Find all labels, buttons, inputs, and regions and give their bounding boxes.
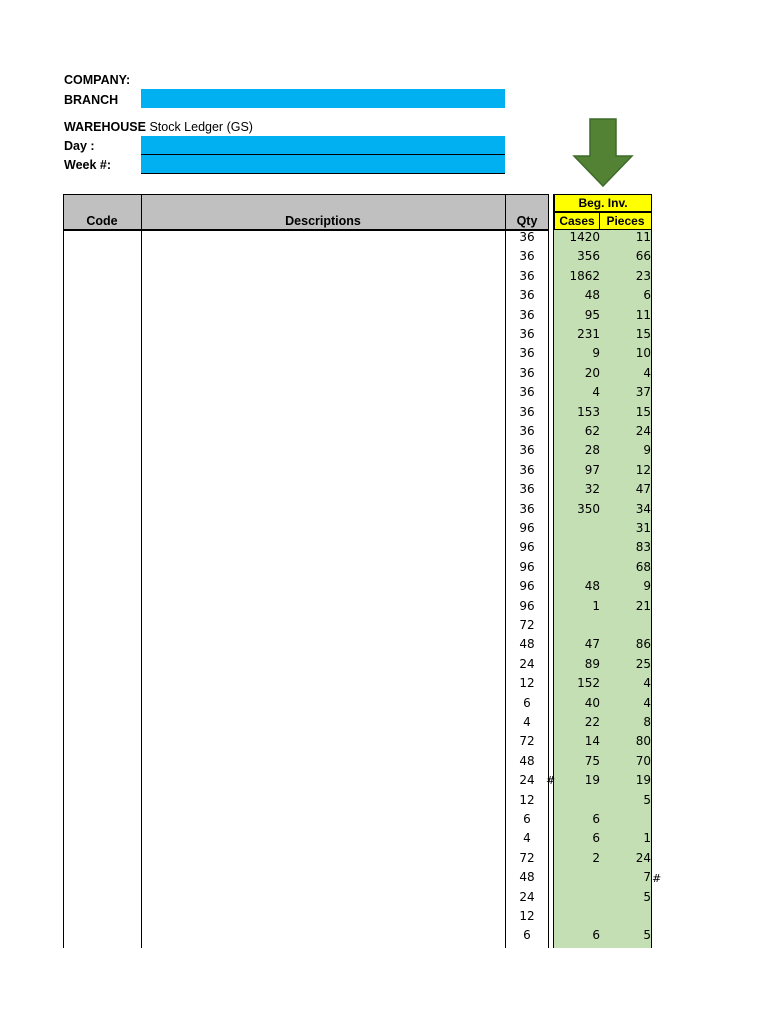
- cases-cell[interactable]: 89: [584, 656, 600, 671]
- cases-cell[interactable]: 40: [584, 695, 600, 710]
- table-row: [0, 676, 768, 695]
- pieces-cell[interactable]: 4: [643, 695, 651, 710]
- cases-cell[interactable]: 6: [592, 812, 600, 826]
- cases-cell[interactable]: 6: [592, 928, 600, 943]
- qty-cell[interactable]: 12: [519, 676, 535, 691]
- pieces-cell[interactable]: 6: [643, 288, 651, 303]
- overflow-mark: #: [652, 872, 662, 885]
- pieces-cell[interactable]: 47: [635, 482, 651, 497]
- pieces-cell[interactable]: 68: [635, 559, 651, 574]
- cases-cell[interactable]: 62: [584, 424, 600, 438]
- cases-cell[interactable]: 350: [577, 501, 600, 516]
- pieces-cell[interactable]: 15: [635, 404, 651, 419]
- table-row: [0, 909, 768, 928]
- cases-cell[interactable]: 9: [592, 346, 600, 361]
- table-row: [0, 715, 768, 734]
- table-row: [0, 890, 768, 909]
- table-row: [0, 540, 768, 559]
- pieces-cell[interactable]: 12: [635, 462, 651, 477]
- branch-field[interactable]: [141, 89, 505, 108]
- cases-cell[interactable]: 22: [584, 715, 600, 729]
- table-row: [0, 696, 768, 715]
- pieces-cell[interactable]: 10: [635, 346, 651, 361]
- qty-cell[interactable]: 4: [523, 831, 531, 846]
- pieces-cell[interactable]: 4: [643, 365, 651, 380]
- qty-cell[interactable]: 24: [519, 656, 535, 671]
- pieces-cell[interactable]: 11: [635, 307, 651, 322]
- table-row: [0, 443, 768, 462]
- table-row: [0, 385, 768, 404]
- cases-cell[interactable]: 28: [584, 443, 600, 458]
- table-row: [0, 249, 768, 268]
- cases-cell[interactable]: 356: [577, 249, 600, 264]
- pieces-cell[interactable]: 5: [643, 928, 651, 943]
- qty-cell[interactable]: 36: [519, 462, 535, 477]
- qty-cell[interactable]: 72: [519, 618, 535, 632]
- pieces-cell[interactable]: 34: [635, 501, 651, 516]
- table-row: [0, 812, 768, 831]
- table-row: [0, 851, 768, 870]
- qty-cell[interactable]: 4: [523, 715, 531, 729]
- cases-cell[interactable]: 1420: [569, 230, 600, 244]
- qty-cell[interactable]: 6: [523, 928, 531, 943]
- pieces-cell[interactable]: 11: [635, 230, 651, 244]
- cases-cell[interactable]: 20: [584, 365, 600, 380]
- cases-cell[interactable]: 2: [592, 850, 600, 865]
- table-row: [0, 599, 768, 618]
- qty-cell[interactable]: 48: [519, 637, 535, 652]
- table-row: [0, 366, 768, 385]
- table-row: [0, 521, 768, 540]
- descriptions-column-header: Descriptions: [285, 214, 361, 228]
- week-field[interactable]: [141, 155, 505, 174]
- qty-cell[interactable]: 36: [519, 346, 535, 361]
- cases-cell[interactable]: 19: [584, 773, 600, 788]
- qty-cell[interactable]: 24: [519, 773, 535, 788]
- table-row: [0, 928, 768, 947]
- table-row: [0, 618, 768, 637]
- table-row: [0, 327, 768, 346]
- qty-cell[interactable]: 24: [519, 889, 535, 904]
- pieces-cell[interactable]: 70: [635, 753, 651, 768]
- pieces-cell[interactable]: 8: [643, 715, 651, 729]
- qty-cell[interactable]: 36: [519, 424, 535, 438]
- pieces-cell[interactable]: 5: [643, 889, 651, 904]
- qty-cell[interactable]: 96: [519, 579, 535, 594]
- qty-cell[interactable]: 36: [519, 268, 535, 283]
- day-field[interactable]: [141, 136, 505, 155]
- qty-cell[interactable]: 12: [519, 909, 535, 923]
- qty-cell[interactable]: 36: [519, 365, 535, 380]
- pieces-cell[interactable]: 9: [643, 443, 651, 458]
- qty-cell[interactable]: 72: [519, 734, 535, 749]
- cases-cell[interactable]: 14: [584, 734, 600, 749]
- ledger-title: [64, 120, 253, 134]
- pieces-cell[interactable]: 37: [635, 385, 651, 400]
- table-row: [0, 637, 768, 656]
- table-row: [0, 734, 768, 753]
- cases-cell[interactable]: 153: [577, 404, 600, 419]
- qty-cell[interactable]: 96: [519, 598, 535, 613]
- qty-cell[interactable]: 36: [519, 404, 535, 419]
- cases-column-header: Cases: [554, 212, 600, 230]
- warehouse-label: WAREHOUSE: [64, 120, 146, 134]
- pieces-cell[interactable]: 19: [635, 773, 651, 788]
- table-row: [0, 463, 768, 482]
- cases-cell[interactable]: 6: [592, 831, 600, 846]
- qty-cell[interactable]: 12: [519, 792, 535, 807]
- cases-cell[interactable]: 231: [577, 327, 600, 341]
- cases-cell[interactable]: 75: [584, 753, 600, 768]
- pieces-cell[interactable]: 5: [643, 792, 651, 807]
- table-row: [0, 502, 768, 521]
- cases-cell[interactable]: 48: [584, 579, 600, 594]
- pieces-cell[interactable]: 24: [635, 424, 651, 438]
- pieces-cell[interactable]: 66: [635, 249, 651, 264]
- pieces-cell[interactable]: 24: [635, 850, 651, 865]
- cases-cell[interactable]: 95: [584, 307, 600, 322]
- qty-cell[interactable]: 96: [519, 540, 535, 555]
- branch-label: BRANCH: [64, 93, 119, 107]
- pieces-cell[interactable]: 1: [643, 831, 651, 846]
- pieces-column-header: Pieces: [599, 212, 652, 230]
- beg-inv-header: Beg. Inv.: [554, 194, 652, 212]
- qty-cell[interactable]: 6: [523, 812, 531, 826]
- table-row: [0, 754, 768, 773]
- pieces-cell[interactable]: 25: [635, 656, 651, 671]
- cases-cell[interactable]: 152: [577, 676, 600, 691]
- qty-cell[interactable]: 48: [519, 753, 535, 768]
- day-label: Day :: [64, 139, 95, 153]
- table-row: [0, 482, 768, 501]
- pieces-cell[interactable]: 80: [635, 734, 651, 749]
- table-row: [0, 346, 768, 365]
- ledger-title-text: Stock Ledger (GS): [149, 120, 253, 134]
- pieces-cell[interactable]: 7: [643, 870, 651, 885]
- qty-cell[interactable]: 36: [519, 327, 535, 341]
- qty-cell[interactable]: 36: [519, 307, 535, 322]
- table-row: [0, 424, 768, 443]
- qty-cell[interactable]: 36: [519, 230, 535, 244]
- table-row: [0, 269, 768, 288]
- qty-cell[interactable]: 36: [519, 249, 535, 264]
- pieces-cell[interactable]: 15: [635, 327, 651, 341]
- cases-cell[interactable]: 4: [592, 385, 600, 400]
- down-arrow-icon: [572, 118, 634, 188]
- pieces-cell[interactable]: 31: [635, 521, 651, 535]
- table-row: [0, 773, 768, 792]
- cases-cell[interactable]: 1862: [569, 268, 600, 283]
- table-row: [0, 831, 768, 850]
- company-label: COMPANY:: [64, 73, 131, 87]
- overflow-mark: #: [546, 774, 556, 787]
- cases-cell[interactable]: 32: [584, 482, 600, 497]
- pieces-cell[interactable]: 23: [635, 268, 651, 283]
- cases-cell[interactable]: 47: [584, 637, 600, 652]
- pieces-cell[interactable]: 9: [643, 579, 651, 594]
- qty-cell[interactable]: 36: [519, 385, 535, 400]
- cases-cell[interactable]: 48: [584, 288, 600, 303]
- cases-cell[interactable]: 1: [592, 598, 600, 613]
- table-row: [0, 288, 768, 307]
- qty-cell[interactable]: 36: [519, 501, 535, 516]
- code-column-header: Code: [86, 214, 118, 228]
- qty-cell[interactable]: 36: [519, 482, 535, 497]
- qty-cell[interactable]: 48: [519, 870, 535, 885]
- qty-cell[interactable]: 36: [519, 288, 535, 303]
- table-row: [0, 308, 768, 327]
- cases-cell[interactable]: 97: [584, 462, 600, 477]
- qty-cell[interactable]: 6: [523, 695, 531, 710]
- qty-cell[interactable]: 96: [519, 559, 535, 574]
- table-row: [0, 560, 768, 579]
- table-row: [0, 579, 768, 598]
- qty-cell[interactable]: 36: [519, 443, 535, 458]
- week-label: Week #:: [64, 158, 112, 172]
- qty-cell[interactable]: 72: [519, 850, 535, 865]
- table-row: [0, 657, 768, 676]
- qty-cell[interactable]: 96: [519, 521, 535, 535]
- qty-column-header: Qty: [516, 214, 538, 228]
- table-row: [0, 230, 768, 249]
- pieces-cell[interactable]: 4: [643, 676, 651, 691]
- pieces-cell[interactable]: 86: [635, 637, 651, 652]
- pieces-cell[interactable]: 21: [635, 598, 651, 613]
- table-row: [0, 405, 768, 424]
- table-row: [0, 793, 768, 812]
- pieces-cell[interactable]: 83: [635, 540, 651, 555]
